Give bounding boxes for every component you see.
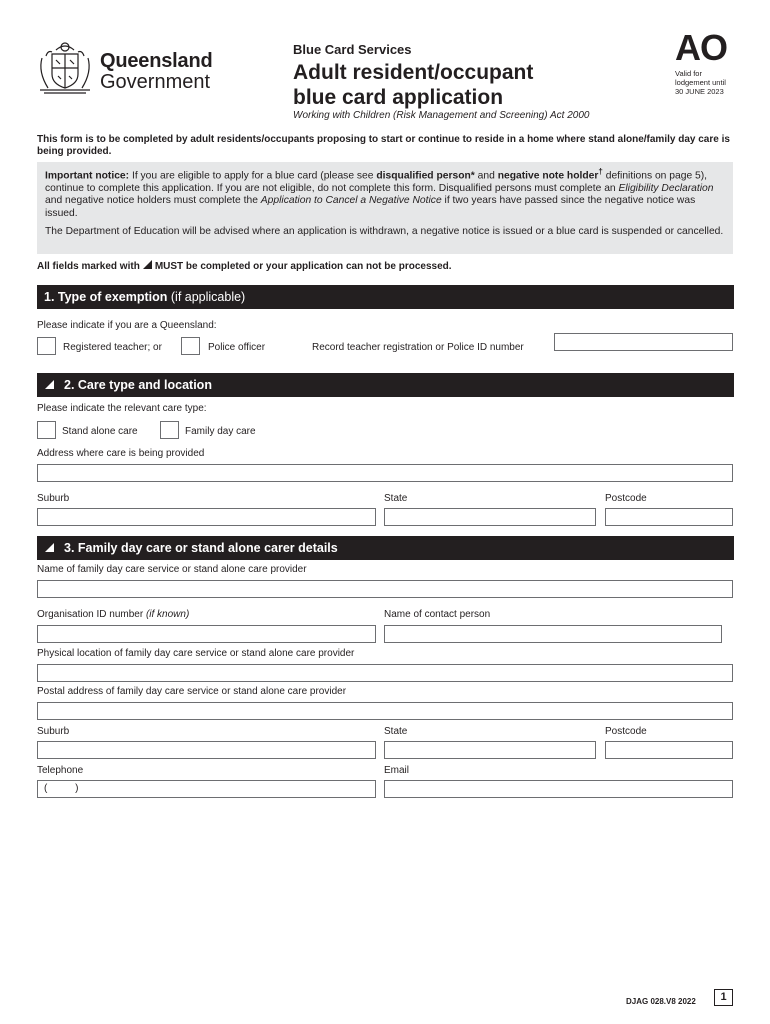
section-2-header [37, 373, 734, 397]
care-suburb-label: Suburb [37, 493, 70, 504]
contact-person-input[interactable] [384, 625, 722, 643]
mandatory-triangle-icon [45, 380, 54, 389]
validity-note [675, 69, 745, 96]
notice-text: definitions on page 5), continue to complete this application. If you are not eligible, do not complete this form. Disqualified persons must complete an [45, 170, 708, 194]
mandatory-text-before: All fields marked with [37, 261, 140, 272]
section-3-header [37, 536, 734, 560]
form-code: AO [675, 27, 727, 68]
cancel-negative-notice-ref: Application to Cancel a Negative Notice [260, 195, 442, 207]
notice-paragraph-2: The Department of Education will be advised where an application is withdrawn, a negative notice is issued or a blue card is suspended or cancelled. [45, 226, 724, 238]
postal-address-label: Postal address of family day care service or stand alone care provider [37, 686, 347, 697]
logo-queensland: Queensland [100, 50, 213, 72]
section-1-title: 1. Type of exemption [44, 290, 168, 304]
eligibility-declaration-ref: Eligibility Declaration [618, 182, 714, 194]
provider-suburb-input[interactable] [37, 741, 376, 759]
postal-address-input[interactable] [37, 702, 733, 720]
intro-text: This form is to be completed by adult residents/occupants proposing to start or continue to reside in a home where stand alone/family day care is being provided. [37, 134, 730, 157]
exemption-prompt: Please indicate if you are a Queensland: [37, 320, 217, 331]
important-notice [37, 162, 733, 254]
org-id-hint: (if known) [145, 609, 190, 620]
legislation-reference: Working with Children (Risk Management and Screening) Act 2000 [293, 110, 590, 121]
notice-paragraph-1 [37, 162, 733, 220]
stand-alone-care-label: Stand alone care [62, 426, 138, 437]
email-input[interactable] [384, 780, 733, 798]
provider-state-input[interactable] [384, 741, 596, 759]
dagger-mark: † [598, 167, 603, 176]
provider-name-input[interactable] [37, 580, 733, 598]
registered-teacher-label: Registered teacher; or [63, 342, 162, 353]
police-officer-checkbox[interactable] [181, 337, 200, 355]
disqualified-person-term: disqualified person* [376, 170, 475, 182]
registered-teacher-checkbox[interactable] [37, 337, 56, 355]
contact-person-label: Name of contact person [384, 609, 491, 620]
negative-notice-term: negative note holder [497, 170, 599, 182]
notice-text: If you are eligible to apply for a blue card (please see [129, 170, 377, 182]
care-state-input[interactable] [384, 508, 596, 526]
mandatory-fields-note [37, 261, 452, 272]
physical-location-input[interactable] [37, 664, 733, 682]
registration-number-input[interactable] [554, 333, 733, 351]
notice-text: and [474, 170, 498, 182]
page-number: 1 [714, 989, 733, 1006]
provider-state-label: State [384, 726, 408, 737]
org-id-label [37, 609, 189, 620]
care-type-prompt: Please indicate the relevant care type: [37, 403, 207, 414]
queensland-crest-icon [36, 40, 94, 96]
mandatory-text-after: MUST be completed or your application can not be processed. [154, 261, 452, 272]
care-state-label: State [384, 493, 408, 504]
provider-postcode-input[interactable] [605, 741, 733, 759]
validity-line-1: Valid for [675, 69, 702, 78]
registration-number-label: Record teacher registration or Police ID number [312, 342, 524, 353]
section-2-title: 2. Care type and location [64, 378, 212, 392]
family-day-care-checkbox[interactable] [160, 421, 179, 439]
notice-label: Important notice: [45, 170, 130, 182]
provider-suburb-label: Suburb [37, 726, 70, 737]
stand-alone-care-checkbox[interactable] [37, 421, 56, 439]
telephone-input[interactable]: ( ) [37, 780, 376, 798]
email-label: Email [384, 765, 410, 776]
section-1-suffix: (if applicable) [167, 290, 246, 304]
provider-name-label: Name of family day care service or stand alone care provider [37, 564, 307, 575]
validity-date: 30 JUNE 2023 [675, 87, 724, 96]
org-id-text: Organisation ID number [37, 609, 144, 620]
care-address-label: Address where care is being provided [37, 448, 205, 459]
section-3-title: 3. Family day care or stand alone carer details [64, 541, 338, 555]
care-postcode-label: Postcode [605, 493, 647, 504]
notice-text: and negative notice holders must complete the [45, 195, 261, 207]
care-suburb-input[interactable] [37, 508, 376, 526]
provider-postcode-label: Postcode [605, 726, 647, 737]
care-address-input[interactable] [37, 464, 733, 482]
mandatory-triangle-icon [143, 260, 152, 269]
physical-location-label: Physical location of family day care service or stand alone care provider [37, 648, 355, 659]
family-day-care-label: Family day care [185, 426, 256, 437]
telephone-label: Telephone [37, 765, 84, 776]
section-1-header [37, 285, 734, 309]
title-line-2: blue card application [293, 86, 504, 109]
notice-text: if two years have passed since the negative notice was issued. [45, 195, 696, 219]
validity-line-2: lodgement until [675, 78, 726, 87]
form-reference: DJAG 028.V8 2022 [626, 997, 696, 1006]
care-postcode-input[interactable] [605, 508, 733, 526]
logo-government: Government [100, 71, 211, 93]
mandatory-triangle-icon [45, 543, 54, 552]
title-line-1: Adult resident/occupant [293, 61, 534, 84]
org-id-input[interactable] [37, 625, 376, 643]
page-title [293, 60, 533, 110]
service-name: Blue Card Services [293, 42, 412, 57]
police-officer-label: Police officer [208, 342, 266, 353]
